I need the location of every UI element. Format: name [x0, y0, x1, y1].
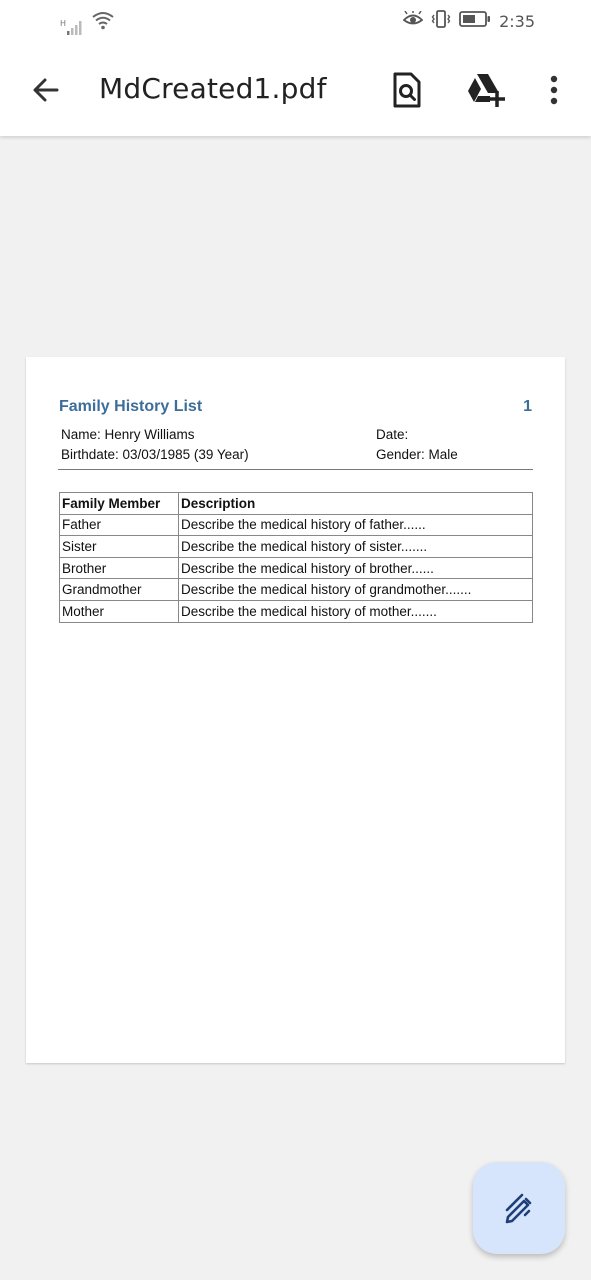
find-in-page-icon: [392, 72, 422, 108]
document-heading: Family History List: [59, 398, 203, 415]
file-title: MdCreated1.pdf: [99, 72, 327, 105]
edit-pen-icon: [502, 1191, 536, 1225]
cellular-signal-icon: [60, 19, 85, 35]
family-history-table: [59, 492, 533, 623]
table-header-row: [60, 493, 533, 515]
column-header: Family Member: [60, 493, 179, 515]
column-header: Description: [179, 493, 533, 515]
patient-birthdate: Birthdate: 03/03/1985 (39 Year): [61, 447, 249, 462]
document-date: Date:: [376, 427, 409, 442]
table-row: [60, 600, 533, 622]
description-cell: Describe the medical history of mother.......: [179, 600, 533, 622]
wifi-icon: [91, 10, 115, 35]
find-in-page-button[interactable]: [385, 68, 429, 112]
page-number: 1: [523, 398, 532, 415]
top-app-bar: [0, 44, 591, 136]
eye-comfort-icon: [403, 11, 423, 32]
vibrate-icon: [431, 10, 451, 33]
add-to-drive-button[interactable]: [464, 68, 508, 112]
table-row: [60, 514, 533, 536]
description-cell: Describe the medical history of grandmother.......: [179, 579, 533, 601]
family-member-cell: Brother: [60, 557, 179, 579]
clock: 2:35: [499, 12, 535, 31]
table-row: [60, 579, 533, 601]
description-cell: Describe the medical history of father......: [179, 514, 533, 536]
back-button[interactable]: [22, 70, 70, 110]
battery-icon: [459, 11, 491, 32]
status-bar: [0, 0, 591, 44]
status-right: [403, 10, 535, 33]
arrow-back-icon: [31, 75, 61, 105]
family-member-cell: Father: [60, 514, 179, 536]
patient-name: Name: Henry Williams: [61, 427, 195, 442]
status-left: [60, 10, 115, 35]
header-divider: [58, 469, 533, 470]
pdf-page: [26, 357, 565, 1063]
edit-pdf-fab[interactable]: [473, 1162, 565, 1254]
description-cell: Describe the medical history of sister.......: [179, 536, 533, 558]
family-member-cell: Grandmother: [60, 579, 179, 601]
description-cell: Describe the medical history of brother......: [179, 557, 533, 579]
table-row: [60, 557, 533, 579]
table-row: [60, 536, 533, 558]
add-to-drive-icon: [466, 73, 506, 107]
more-options-button[interactable]: [532, 68, 576, 112]
network-type-label: H: [60, 19, 67, 28]
patient-gender: Gender: Male: [376, 447, 458, 462]
family-member-cell: Mother: [60, 600, 179, 622]
more-vert-icon: [549, 75, 559, 105]
family-member-cell: Sister: [60, 536, 179, 558]
